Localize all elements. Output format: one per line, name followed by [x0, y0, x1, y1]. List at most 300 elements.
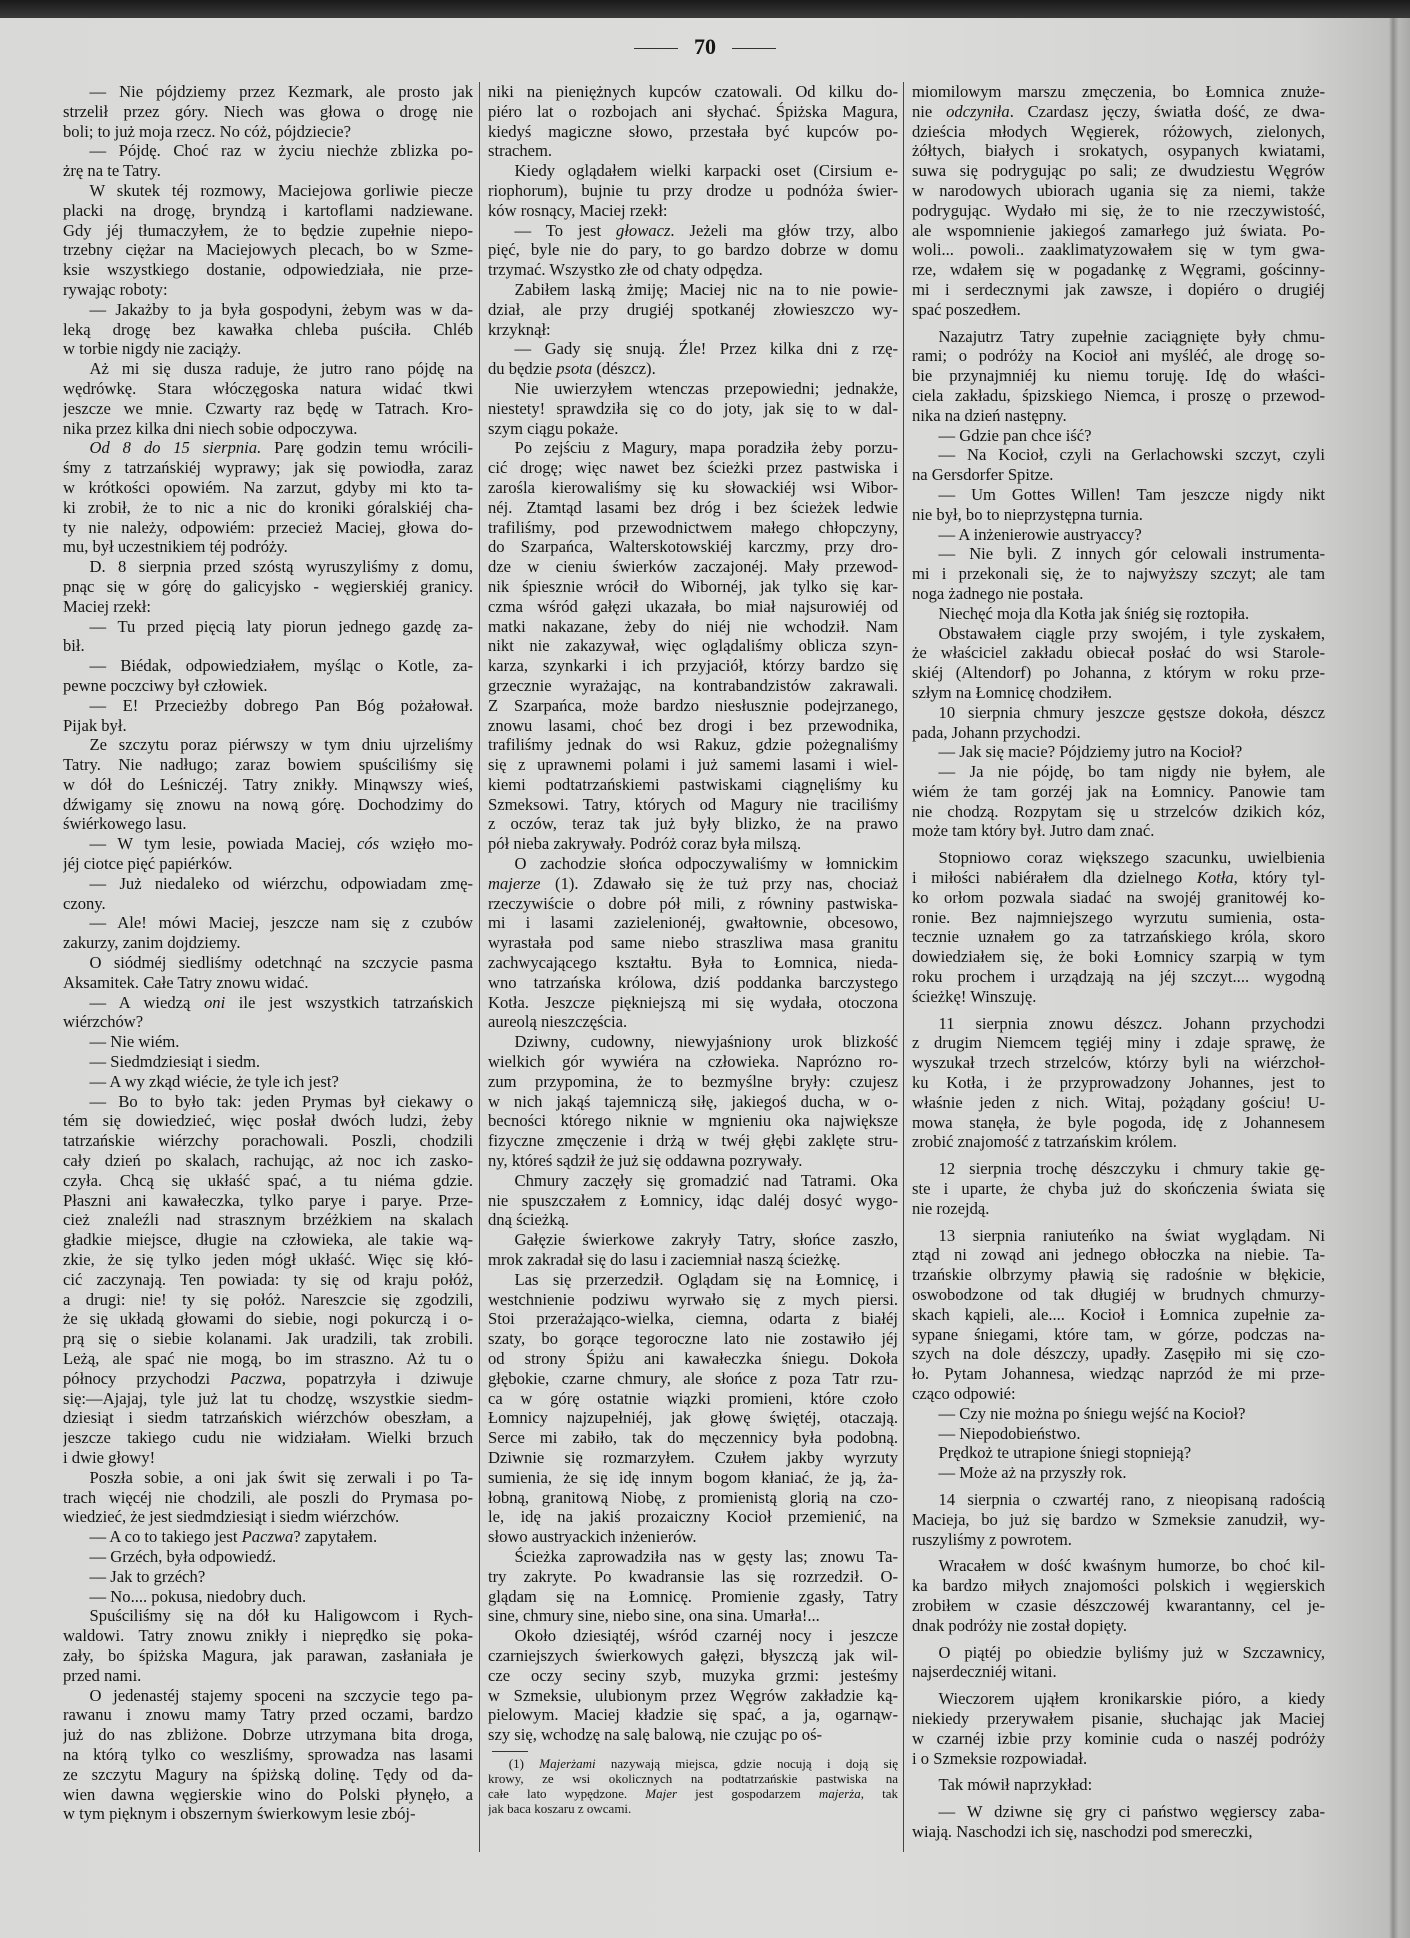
paragraph [488, 379, 898, 438]
text-line: strzelił przez góry. Niech was głowa o drogę nie [63, 101, 473, 121]
page-number: 70 [694, 34, 716, 59]
text-line: znowu lasami, choć bez drogi i bez przewodnika, [488, 715, 898, 735]
text-run: — W tym lesie, powiada Maciej, [89, 834, 357, 854]
text-line: O piątéj po obiedzie byliśmy już w Szczawnicy, [938, 1642, 1325, 1662]
text-line: dziesiąt i siedm tatrzańskich wiérzchów obeszłam, a [63, 1408, 473, 1428]
text-line: a drugi: nie! ty się połóż. Nareszcie się zgodzili, [63, 1289, 473, 1309]
text-line: zakurzy, zanim dojdziemy. [63, 933, 241, 953]
paragraph [63, 300, 473, 359]
text-line: cząco odpowié: [912, 1384, 1016, 1403]
text-line: krowy, ze wsi okolicznych na podtatrzańskie pastwiska na [488, 1770, 898, 1786]
text-line: zarośla kierowaliśmy się ku słowackiéj wsi Wibor- [488, 477, 898, 497]
text-line: Obstawałem ciągle przy swojém, i tyle zyskałem, [938, 623, 1325, 643]
text-line: pnąc się w górę do galicyjsko - węgierskiéj granicy. [63, 576, 473, 596]
paragraph [63, 834, 473, 874]
paragraph [912, 1404, 1325, 1424]
text-line: od strony Śpiżu ani kawałeczka śniegu. Dokoła [488, 1349, 898, 1368]
text-line: niestety! sprawdziła się co do joty, jak się to w dal- [488, 398, 898, 418]
paragraph [63, 993, 473, 1033]
paragraph [63, 557, 473, 616]
text-line: w krótkości opowiém. Na zarzut, gdyby mi kto ta- [63, 477, 473, 497]
paragraph [63, 656, 473, 696]
text-line: Płaszni ani kawałeczka, tylko parye i parye. Prze- [63, 1190, 473, 1210]
text-line: trafiliśmy jednak do wsi Rakuz, gdzie pożegnaliśmy [488, 735, 898, 755]
text-line: grzecznie wyrażając, na kontrabandzistów zakrawali. [488, 675, 898, 695]
text-line [488, 1756, 898, 1771]
text-line: że właściciel zakładu obiecał posłać do wsi Starole- [912, 643, 1325, 663]
text-line: gładkie miejsce, długie na człowieka, ale takie wą- [63, 1230, 473, 1250]
text-line: Ścieżka zaprowadziła nas w gęsty las; znowu Ta- [514, 1546, 898, 1566]
text-line: strachem. [488, 141, 553, 161]
header-rule-right [732, 48, 776, 49]
text-line: trzymać. Wszystko złe od chaty odpędza. [488, 260, 763, 280]
text-column-2 [488, 82, 898, 1816]
text-line: mrok zakradał się do lasu i zaciemniał naszą ścieżkę. [488, 1250, 841, 1270]
text-line: pielowym. Maciej kładzie się spać, a ja, ogarnąw- [488, 1705, 898, 1725]
text-line: placki na drogę, bryndzą i kartoflami nadziewane. [63, 200, 473, 220]
text-line: Dziwny, cudowny, niewyjaśniony urok blizkość [514, 1032, 898, 1052]
text-line: i dwie głowy! [63, 1447, 156, 1467]
text-line: miomilowym marszu zmęczenia, bo Łomnica znuże- [912, 82, 1325, 101]
text-line: Dziwnie się rozmarzyłem. Czułem jakby wyrzuty [488, 1447, 898, 1467]
text-line: nie był, bo to nieprzystępna turnia. [912, 504, 1143, 524]
text-run: , który tyl- [1233, 868, 1325, 888]
paragraph [63, 1686, 473, 1825]
italic-phrase: odczyniła [946, 101, 1010, 121]
text-line: trzańskie olbrzymy pławią się radośnie w błękicie, [912, 1265, 1325, 1285]
paragraph [912, 742, 1325, 762]
text-line: — W dziwne się gry ci państwo węgierscy zaba- [938, 1802, 1325, 1822]
text-run: jest gospodarzem [677, 1785, 819, 1801]
text-line: niekiedy przerywałem pisanie, słuchając jak Maciej [912, 1708, 1325, 1728]
text-line: rami; o podróży na Kocioł ani myśléć, ale drogę so- [912, 346, 1325, 366]
paragraph [912, 525, 1325, 545]
text-line: 11 sierpnia znowu dészcz. Johann przychodzi [938, 1013, 1325, 1033]
text-line: ko orłom pozwala siadać na swojéj granitowéj ko- [912, 887, 1325, 907]
text-line: ścieżkę! Winszuję. [912, 986, 1037, 1006]
text-run: — A wiedzą [89, 992, 204, 1012]
text-line: Spuściliśmy się na dół ku Haligowcom i Rych- [89, 1606, 473, 1626]
text-line: jeszcze takiego cudu nie widziałam. Wielki brzuch [63, 1428, 473, 1448]
italic-phrase: Kotła [1196, 868, 1234, 888]
text-line: właśnie jeden z nich. Witaj, pożądany gościu! U- [912, 1092, 1325, 1112]
text-line: w nich jakąś tajemniczą siłę, jakiegoś ducha, w o- [488, 1091, 898, 1111]
text-run: nie [912, 101, 947, 121]
text-run: du będzie [488, 359, 557, 379]
text-line: noga żadnego nie postała. [912, 583, 1084, 603]
text-run: Parę godzin temu wrócili- [261, 438, 473, 458]
text-line: fizyczne zmęczenie i drżą w twéj głębi zaklęte stru- [488, 1131, 898, 1151]
paragraph [63, 913, 473, 953]
text-line: Wieczorem ująłem kronikarskie pióro, a kiedy [938, 1689, 1325, 1709]
text-line: jeszcze we mnie. Czwarty raz będę w Tatrach. Kro- [63, 398, 473, 418]
text-line: ste i uparte, że chyba już do skończenia świata się [912, 1179, 1325, 1199]
text-line: riophorum), bujnie tu przy drodze u podnóża świer- [488, 180, 898, 200]
paragraph [912, 1689, 1325, 1768]
text-line: — Ale! mówi Maciej, jeszcze nam się z czubów [89, 913, 473, 933]
text-run: . Czardasz jęczy, światła dość, ze dwa- [1009, 101, 1325, 121]
text-line: 12 sierpnia trochę dészczyku i chmury takie gę- [938, 1159, 1325, 1179]
footnote [488, 1756, 898, 1816]
paragraph [488, 1547, 898, 1626]
text-line: zum przypomina, że to bezmyślne bryły: czujesz [488, 1071, 898, 1091]
text-line: Gałęzie świerkowe zakryły Tatry, słońce zaszło, [514, 1230, 898, 1250]
text-line: cić drogę; więc nawet bez ścieżki przez pastwiska i [488, 458, 898, 478]
text-line: się:—Ajajaj, tyle już lat tu chodzę, wszystkie siedm- [63, 1388, 473, 1408]
text-line: O zachodzie słońca odpoczywaliśmy w łomnickim [514, 854, 898, 874]
text-line: woli... powoli.. zaaklimatyzowałem się w tym gwa- [912, 240, 1325, 260]
text-line: wiają. Naschodzi ich się, naschodzi pod smereczki, [912, 1821, 1253, 1841]
paragraph [912, 703, 1325, 743]
paragraph [912, 1443, 1325, 1463]
paragraph [912, 1490, 1325, 1549]
paragraph [63, 1547, 473, 1567]
text-line: 13 sierpnia raniuteńko na świat wyglądam. Ni [938, 1225, 1325, 1245]
italic-phrase: Majer [645, 1785, 678, 1801]
text-column-1 [63, 82, 473, 1824]
text-line: zkie, że się tylko jeden mógł ukłaść. Więc się kłó- [63, 1250, 473, 1270]
text-line: cić zaczynają. Ten powiada: ty się od kraju połóż, [63, 1269, 473, 1289]
paragraph [912, 1556, 1325, 1635]
text-line: D. 8 sierpnia przed szóstą wyruszyliśmy z domu, [89, 557, 473, 577]
text-line: Ze szczytu poraz piérwszy w tym dniu ujrzeliśmy [89, 735, 473, 755]
text-line: dze w cieniu świerków zaczajonéj. Mały przewod- [488, 557, 898, 577]
text-line: się z uprawnemi polami i już samemi lasami i wiel- [488, 755, 898, 775]
text-line: 10 sierpnia chmury jeszcze gęstsze dokoła, dészcz [938, 702, 1325, 722]
text-line: roku prochem i urządzają na jéj szczyt.... wygodną [912, 967, 1325, 987]
text-line: w tym pięknym i obszernym świerkowym lesie zbój- [63, 1804, 416, 1824]
paragraph [912, 1014, 1325, 1153]
paragraph [63, 696, 473, 736]
text-line: nik śpiesznie wrócił do Wibornéj, jak tylko się kar- [488, 576, 898, 596]
paragraph [63, 181, 473, 300]
text-line: bił. [63, 636, 85, 656]
text-line: trach więcéj nie chodzili, ale poszli do Prymasa po- [63, 1487, 473, 1507]
text-line: rzeczywiście o dobre pół mili, z równiny pastwiska- [488, 893, 898, 913]
text-line: cały dzień po skalach, rachując, aż noc ich zasko- [63, 1151, 473, 1171]
text-line: waldowi. Tatry znowu znikły i nieprędko się poka- [63, 1626, 473, 1646]
paragraph [912, 426, 1325, 446]
text-line: kiemi podtatrzańskiemi pastwiskami ciągnęliśmy ku [488, 774, 898, 794]
text-line: Prędkoż te utrapione śniegi stopnieją? [938, 1443, 1192, 1463]
text-run: — To jest [514, 220, 617, 240]
text-line: tém się dowiedzieć, więc posłał dwóch ludzi, żeby [63, 1111, 473, 1131]
text-line: wielkich gór wywiéra na człowieka. Naprózno ro- [488, 1052, 898, 1072]
text-line: szy się, wchodzę na salę balową, nie czując po oś- [488, 1725, 823, 1745]
text-line: ki zrobił, że to nic a nic do kroniki góralskiéj cha- [63, 497, 473, 517]
text-line: Maciej rzekł: [63, 596, 151, 616]
paragraph [912, 1424, 1325, 1444]
text-line: Chmury zaczęły się gromadzić nad Tatrami. Oka [514, 1170, 898, 1190]
text-line: pada, Johann przychodzi. [912, 722, 1081, 742]
text-line: Aksamitek. Całe Tatry znowu widać. [63, 972, 309, 992]
text-line: na którą tylko co weszliśmy, sprowadza nas lasami [63, 1744, 473, 1764]
text-line: — Bo to było tak: jeden Prymas był ciekawy o [89, 1091, 473, 1111]
text-line: świérkowego lasu. [63, 814, 187, 834]
text-line: z drugim Niemcem tęgiéj miny i zdaje sprawę, że [912, 1033, 1325, 1053]
text-line: szych na dole dészczy, upadły. Zasępiło mi się czo- [912, 1344, 1325, 1364]
text-line: — No.... pokusa, niedobry duch. [89, 1586, 307, 1606]
text-line: matki nakazane, żeby do niéj nie wchodził. Nam [488, 616, 898, 636]
paragraph [912, 485, 1325, 525]
italic-phrase: majerża [818, 1785, 861, 1801]
paragraph [63, 953, 473, 993]
text-line [488, 359, 898, 379]
text-line: suwa się podrygując po sali; ze dwudziestu Węgrów [912, 161, 1325, 181]
text-line: wiedzieć, że jest siedmdziesiąt i siedm wiérzchów. [63, 1507, 400, 1527]
text-line: Wracałem w dość kwaśnym humorze, bo choć kil- [938, 1556, 1325, 1576]
text-line: kiedyś magiczne słowo, przestała być kupców po- [488, 121, 898, 141]
text-line: piéro lat o rozbojach ani słychać. Śpiżska Magura, [488, 101, 898, 121]
text-line: — Gady się snują. Źle! Przez kilka dni z rzę- [514, 339, 898, 359]
text-line: ksie wszystkiego dostanie, odpowiedziała, nie prze- [63, 260, 473, 280]
text-line: wno tatrzańska królowa, dziś poddanka barczystego [488, 972, 898, 992]
paragraph [488, 82, 898, 161]
text-line: czony. [63, 893, 106, 913]
text-line: glądam się na Łomnicę. Promienie zgasły, Tatry [488, 1586, 898, 1606]
text-line: żrę na te Tatry. [63, 161, 161, 181]
text-line: cież znaleźli nad strasznym brzéżkiem na skalach [63, 1210, 473, 1230]
text-line: sine, chmury sine, niebo sine, ona sina. Umarła!... [488, 1606, 820, 1626]
paragraph [488, 1230, 898, 1270]
text-line: becności którego niknie w mgnieniu oka największe [488, 1111, 898, 1131]
text-line: Kiedy oglądałem wielki karpacki oset (Cirsium e- [514, 161, 898, 181]
paragraph [912, 1159, 1325, 1218]
paragraph [63, 617, 473, 657]
text-line: — Czy nie można po śniegu wejść na Kocioł? [938, 1403, 1246, 1423]
text-line: O siódméj siedliśmy odetchnąć na szczycie pasma [89, 953, 473, 973]
text-line: wiérzchów? [63, 1012, 144, 1032]
text-line: czarniejszych świerkowych gałęzi, błyszczą jak wil- [488, 1645, 898, 1665]
text-line: dzieścia młodych Węgierek, różowych, zielonych, [912, 121, 1325, 141]
text-line: do Szarpańca, Walterskotowskiéj karczmy, przy dro- [488, 537, 898, 557]
italic-phrase: Paczwa [230, 1368, 282, 1388]
text-line: Stopniowo coraz większego szacunku, uwielbienia [938, 848, 1325, 868]
text-line: — Jakażby to ja była gospodyni, żebym was w da- [89, 299, 473, 319]
paragraph [63, 141, 473, 181]
text-line: w dół do Leśniczéj. Tatry znikły. Minąwszy wieś, [63, 774, 473, 794]
text-line: zrobić znajomość z tatrzańskim królem. [912, 1132, 1177, 1152]
text-line: żółtych, białych i srokatych, osypanych kwiatami, [912, 141, 1325, 161]
text-line: — A wy zkąd wiécie, że tyle ich jest? [89, 1071, 339, 1091]
text-line [63, 834, 473, 854]
text-run: , tak [860, 1785, 898, 1801]
text-line: oswobodzone od tak długiéj w brudnych chmurzy- [912, 1285, 1325, 1305]
text-line: nie chodzą. Rozpytam się u strzelców dzikich kóz, [912, 801, 1325, 821]
paragraph [63, 438, 473, 557]
paragraph [488, 1270, 898, 1547]
paragraph [488, 438, 898, 854]
paragraph [63, 82, 473, 141]
text-line: czyła. Chcą się ukłaść spać, a tu niéma gdzie. [63, 1170, 473, 1190]
text-line: Nazajutrz Tatry zupełnie zaciągnięte były chmu- [938, 326, 1325, 346]
text-line: Pijak był. [63, 715, 127, 735]
text-line: — Nie wiém. [89, 1032, 180, 1052]
text-line: Poszła sobie, a oni jak świt się zerwali i po Ta- [89, 1467, 473, 1487]
paragraph [63, 874, 473, 914]
text-line: Macieja, bo już się bardzo w Szmeksie zanudził, wy- [912, 1509, 1325, 1529]
text-line: z oczów, teraz tak już były blizko, że na prawo [488, 814, 898, 834]
italic-phrase: cós [356, 834, 380, 854]
paragraph [912, 82, 1325, 320]
text-line: zachwycającego kształtu. Była to Łomnica, nieda- [488, 953, 898, 973]
text-line: — Ja nie pójdę, bo tam nigdy nie byłem, ale [938, 762, 1325, 782]
text-line: na Gersdorfer Spitze. [912, 465, 1054, 485]
text-line: sypane śniegami, które tam, w górze, podczas na- [912, 1324, 1325, 1344]
paragraph [63, 1032, 473, 1052]
text-line: może tam który był. Jutro dam znać. [912, 821, 1155, 841]
text-line: — Biédak, odpowiedziałem, myśląc o Kotle, za- [89, 656, 473, 676]
paragraph [63, 1587, 473, 1607]
text-line: głębokie, czarne chmury, ale słońce z poza Tatr rzu- [488, 1368, 898, 1388]
text-line: rawanu i znowu mamy Tatry przed oczami, bardzo [63, 1705, 473, 1725]
text-line: jéj ciotce pięć papiérków. [63, 854, 233, 874]
text-line: Las się przerzedził. Oglądam się na Łomnicę, i [514, 1269, 898, 1289]
paragraph [912, 445, 1325, 485]
text-run: całe lato wypędzone. [488, 1785, 646, 1801]
text-line: — Pójdę. Choć raz w życiu niechże zblizka po- [89, 141, 473, 161]
footnote-rule [492, 1751, 528, 1752]
text-line [63, 438, 473, 458]
text-line: Nie uwierzyłem wtenczas przepowiedni; jednakże, [514, 378, 898, 398]
text-line: łobną, granitową Niobę, z promienistą glorią na czo- [488, 1487, 898, 1507]
paragraph [63, 1567, 473, 1587]
text-line: nika przez kilka dni niech sobie odpoczywa. [63, 418, 358, 438]
text-line: pięć, byle nie do pary, to go bardzo dobrze w domu [488, 240, 898, 260]
text-line: szaty, bo gorące tegoroczne lato nie zostawiło jéj [488, 1329, 898, 1349]
text-run: (1). Zdawało się że tuż przy nas, chociaż [540, 873, 898, 893]
page-number-header [0, 34, 1410, 60]
text-line: w torbie nigdy nie zaciąży. [63, 339, 242, 359]
paragraph [912, 624, 1325, 703]
text-line: — Może aż na przyszły rok. [938, 1463, 1127, 1483]
text-line: Łomnicy najzupełniéj, jak głowę świętéj, otaczają. [488, 1408, 898, 1428]
text-line: pół nieba zakrywały. Podróż coraz była milszą. [488, 834, 802, 854]
text-line: w czarnéj izbie przy kominie cuda o naszéj podróży [912, 1728, 1325, 1748]
text-line: — Już niedaleko od wiérzchu, odpowiadam zmę- [89, 873, 473, 893]
text-line: Tatry. Nie nadługo; zaraz bowiem spuściliśmy się [63, 755, 473, 775]
text-line: ronie. Bez najmniejszego wyrzutu sumienia, osta- [912, 907, 1325, 927]
text-line: — Niepodobieństwo. [938, 1423, 1081, 1443]
text-run: ? zapytałem. [293, 1527, 378, 1547]
text-line: niki na pieniężnych kupców czatowali. Od kilku do- [488, 82, 898, 101]
text-line: — Na Kocioł, czyli na Gerlachowski szczyt, czyli [938, 445, 1325, 465]
paragraph [488, 280, 898, 339]
text-line: Serce mi zabiło, tak do męczennicy była podobną. [488, 1428, 898, 1448]
paragraph [63, 1092, 473, 1468]
text-line: bie przynajmniéj ku niemu toruję. Idę do właści- [912, 366, 1325, 386]
text-line: dowiedziałem się, że boki Łomnicy szarpią w tym [912, 947, 1325, 967]
text-line: szym ciągu pokaże. [488, 418, 619, 438]
paragraph [488, 221, 898, 280]
text-line: sumienia, że się idę innym bogom kłaniać, że ją, ża- [488, 1467, 898, 1487]
text-line: trafiliśmy, pod przewodnictwem małego chłopczyny, [488, 517, 898, 537]
text-line: — Gdzie pan chce iść? [938, 425, 1092, 445]
text-line: — Nie pójdziemy przez Kezmark, ale prosto jak [89, 82, 473, 101]
text-line: dźwigamy się znowu na nową górę. Dochodzimy do [63, 794, 473, 814]
text-line: karza, szynkarki i ich przyjaciół, którzy bardzo się [488, 656, 898, 676]
paragraph [488, 1171, 898, 1230]
scan-top-edge [0, 0, 1410, 18]
text-line: skiéj (Altendorf) po Johanna, z którym w roku prze- [912, 663, 1325, 683]
italic-phrase: Paczwa [241, 1527, 294, 1547]
text-line: zrobiłem w czasie dészczowéj kwarantanny, cel je- [912, 1595, 1325, 1615]
text-line: nie rozejdą. [912, 1198, 990, 1218]
text-line: ło. Pytam Johannesa, wiedząc naprzód że mi prze- [912, 1364, 1325, 1384]
text-line: nika na dzień następny. [912, 405, 1067, 425]
text-line: nikt nie zakazywał, więc oglądaliśmy oblicza szyn- [488, 636, 898, 656]
text-line: ca w górę ostatnie wiązki promieni, które czoło [488, 1388, 898, 1408]
paragraph [912, 1643, 1325, 1683]
text-line: ruszyliśmy z powrotem. [912, 1529, 1072, 1549]
paragraph [63, 1052, 473, 1072]
text-line: leką drogę bez kawałka chleba puściła. Chléb [63, 319, 473, 339]
text-line: spać poszedłem. [912, 299, 1021, 319]
paragraph [912, 762, 1325, 841]
text-line: Szmeksowi. Tatry, których od Magury nie traciliśmy [488, 794, 898, 814]
text-line: rywając roboty: [63, 279, 168, 299]
text-line: Aż mi się dusza raduje, że jutro rano pójdę na [89, 359, 473, 379]
text-line: boli; to już moja rzecz. No cóż, pójdziecie? [63, 121, 351, 141]
italic-phrase: Od 8 do 15 sierpnia. [89, 438, 262, 458]
text-line: néj. Ztamtąd lasami bez dróg i bez ścieżek ledwie [488, 497, 898, 517]
text-line: mi i serdecznymi jak zawsze, i dopiéro o drugiéj [912, 279, 1325, 299]
text-line: Tak mówił naprzykład: [938, 1775, 1093, 1795]
paragraph [912, 544, 1325, 603]
text-line: mi i lasami zazielenionéj, gwałtownie, obcesowo, [488, 913, 898, 933]
text-line: wiém że tam gorzéj jak na Łomnicy. Panowie tam [912, 781, 1325, 801]
text-line: mi i przekonali się, że to najwyższy szczyt; ale tam [912, 564, 1325, 584]
text-line: — A inżenierowie austryaccy? [938, 524, 1142, 544]
column-divider [479, 82, 480, 1852]
text-line: prą się o siebie kolanami. Jak uradzili, tak zrobili. [63, 1329, 473, 1349]
text-line [488, 221, 898, 241]
text-line: nie spuszczałem z Łomnicy, idąc daléj dosyć wygo- [488, 1190, 898, 1210]
text-line: Leżą, ale spać nie mogą, bo im straszno. Aż tu o [63, 1349, 473, 1368]
text-line: śmy z tatrzańskiéj wyprawy; jak się powiodła, zaraz [63, 458, 473, 478]
paragraph [912, 604, 1325, 624]
text-line: skach kąpieli, ale.... Kocioł i Łomnica zupełnie za- [912, 1304, 1325, 1324]
text-line: dną ścieżką. [488, 1210, 570, 1230]
text-line: że się układą głowami do siebie, nogi pokurczą i o- [63, 1309, 473, 1329]
paragraph [912, 1802, 1325, 1842]
text-line: le, idę na jakiś prozaiczny Kocioł przemienić, na [488, 1507, 898, 1527]
text-line: Z Szarpańca, może bardzo niesłusznie podejrzanego, [488, 695, 898, 715]
column-divider [903, 82, 904, 1852]
text-line: ka bardzo miłych znajomości polskich i węgierskich [912, 1576, 1325, 1596]
text-line: wyrastała pod same niebo straszliwa masa granitu [488, 933, 898, 953]
paragraph [63, 359, 473, 438]
text-line: już do nas zbliżone. Dobrze utrzymana bita droga, [63, 1725, 473, 1745]
text-line: dnak podróży nie został dopięty. [912, 1615, 1128, 1635]
paragraph [912, 848, 1325, 1006]
text-line: westchnienie podziwu wyrwało się z mych piersi. [488, 1289, 898, 1309]
text-line: przed nami. [63, 1665, 142, 1685]
text-line: w narodowych ubiorach ugania się za niemi, także [912, 180, 1325, 200]
text-run: (1) [508, 1755, 540, 1771]
text-line: aureolą nieszczęścia. [488, 1012, 628, 1032]
text-line: w Szmeksie, ulubionym przez Węgrów zakładzie ką- [488, 1685, 898, 1705]
text-run: wzięło mo- [379, 834, 473, 854]
text-line: Niechęć moja dla Kotła jak śniég się roztopiła. [938, 603, 1250, 623]
text-line: podrygując. Wydało mi się, że to nie rzeczywistość, [912, 200, 1325, 220]
paragraph [912, 327, 1325, 426]
paragraph [488, 1626, 898, 1745]
paragraph [488, 1032, 898, 1171]
text-line: — Nie byli. Z innych gór celowali instrumenta- [938, 544, 1325, 564]
italic-phrase: oni [203, 992, 226, 1012]
text-line: O jedenastéj stajemy spoceni na szczycie tego pa- [89, 1685, 473, 1705]
